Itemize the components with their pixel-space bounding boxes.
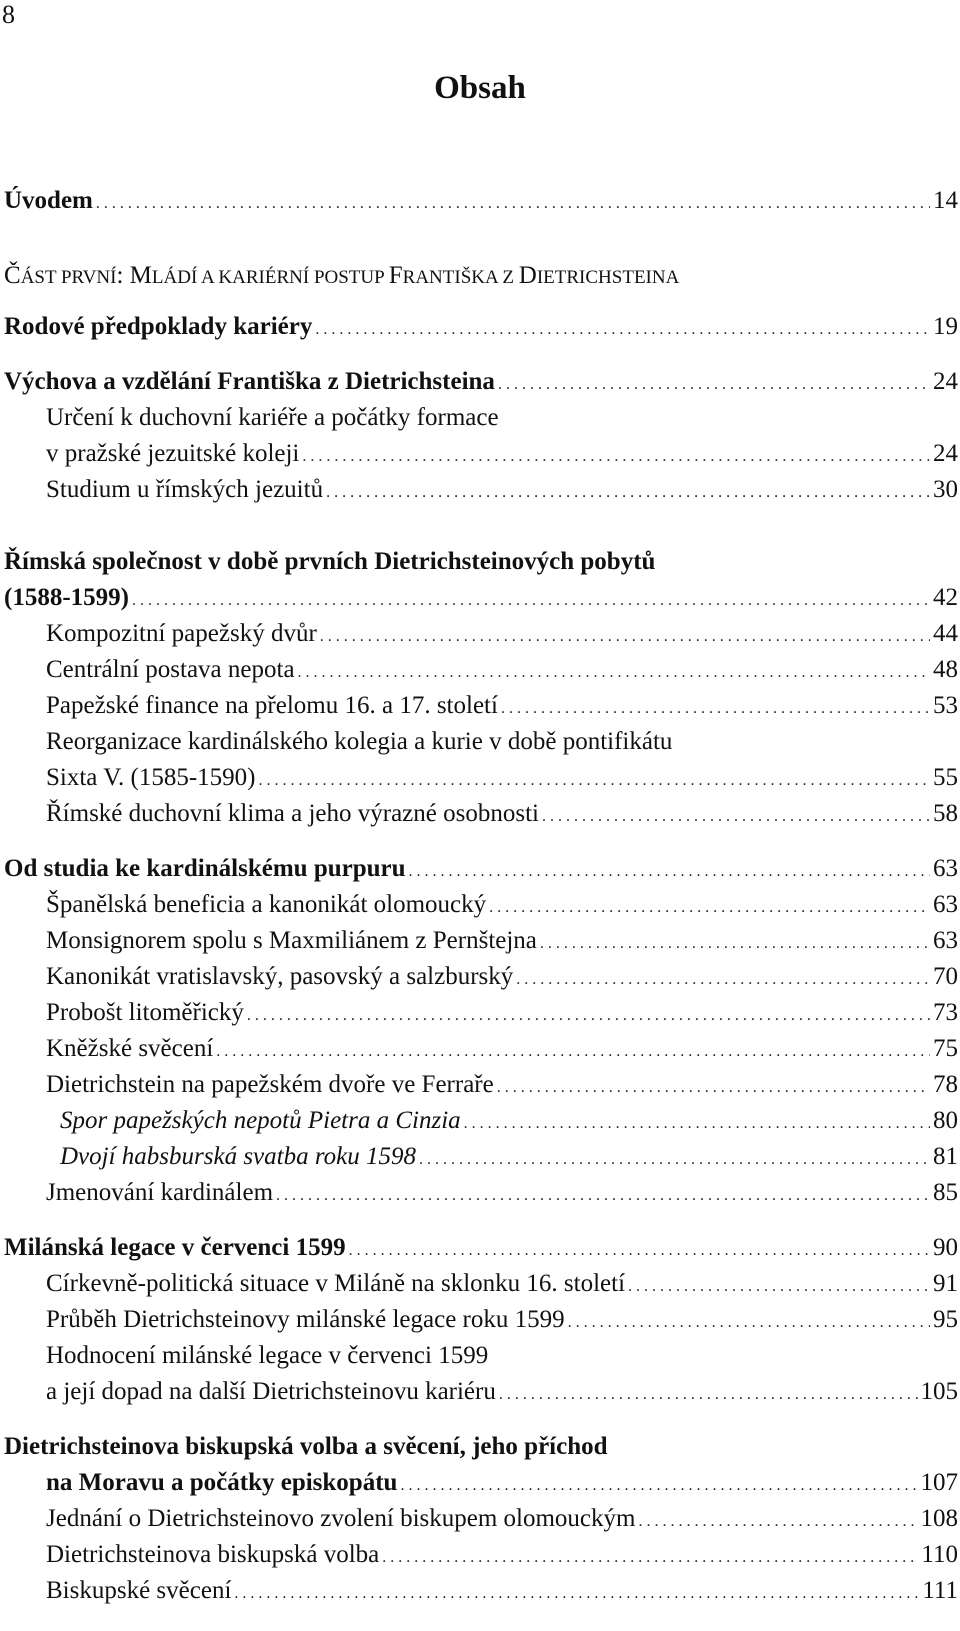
part-heading-segment: : M — [116, 262, 152, 289]
part-heading-segment: RANTIŠKA Z — [402, 267, 519, 288]
toc-entry-title: Rodové předpoklady kariéry — [4, 313, 313, 340]
dot-leader — [276, 1177, 930, 1212]
dot-leader — [326, 474, 930, 509]
dot-leader — [516, 961, 930, 996]
part-heading-segment: F — [388, 262, 403, 289]
dot-leader — [400, 1467, 917, 1502]
toc-entry[interactable] — [46, 474, 958, 509]
toc-entry-page-number: 42 — [933, 584, 958, 611]
toc-entry-page-number: 30 — [933, 476, 958, 503]
dot-leader — [498, 366, 930, 401]
dot-leader — [216, 1033, 930, 1068]
page-number: 8 — [2, 0, 15, 29]
toc-entry[interactable] — [46, 889, 958, 924]
dot-leader — [542, 798, 930, 833]
toc-entry-page-number: 58 — [933, 800, 958, 827]
toc-heading-line: Určení k duchovní kariéře a počátky formace — [46, 404, 499, 431]
dot-leader — [382, 1539, 918, 1574]
toc-entry[interactable] — [4, 366, 958, 401]
toc-entry-page-number: 111 — [922, 1577, 958, 1604]
toc-entry-page-number: 24 — [933, 368, 958, 395]
toc-entry[interactable] — [46, 997, 958, 1032]
toc-entry[interactable] — [4, 853, 958, 888]
toc-entry-page-number: 63 — [933, 855, 958, 882]
toc-entry-title: Jmenování kardinálem — [46, 1179, 274, 1206]
toc-entry[interactable] — [46, 1304, 958, 1339]
toc-entry[interactable] — [46, 1177, 958, 1212]
dot-leader — [638, 1503, 917, 1538]
toc-entry-title: Římské duchovní klima a jeho výrazné osobnosti — [46, 800, 539, 827]
part-heading-segment: ÁST PRVNÍ — [20, 267, 117, 288]
toc-entry-page-number: 63 — [933, 891, 958, 918]
part-heading-segment: Č — [4, 262, 21, 289]
toc-entry[interactable] — [4, 582, 958, 617]
toc-entry-page-number: 70 — [933, 963, 958, 990]
page-title: Obsah — [434, 70, 526, 106]
toc-entry-title: Španělská beneficia a kanonikát olomoucký — [46, 891, 487, 918]
toc-entry-page-number: 19 — [933, 313, 958, 340]
toc-entry[interactable] — [60, 1105, 958, 1140]
toc-entry-page-number: 107 — [920, 1469, 958, 1496]
toc-entry-title: Průběh Dietrichsteinovy milánské legace roku 1599 — [46, 1306, 565, 1333]
toc-entry-title: Kanonikát vratislavský, pasovský a salzburský — [46, 963, 514, 990]
toc-entry[interactable] — [60, 1141, 958, 1176]
toc-entry-page-number: 75 — [933, 1035, 958, 1062]
toc-heading-line: Dietrichsteinova biskupská volba a svěcení, jeho příchod — [4, 1433, 608, 1460]
toc-entry-title: Dietrichsteinova biskupská volba — [46, 1541, 380, 1568]
dot-leader — [409, 853, 930, 888]
toc-entry-page-number: 95 — [933, 1306, 958, 1333]
toc-entry-title: v pražské jezuitské koleji — [46, 440, 300, 467]
dot-leader — [259, 762, 931, 797]
toc-entry-title: (1588-1599) — [4, 584, 129, 611]
toc-entry-title: Probošt litoměřický — [46, 999, 244, 1026]
toc-entry-page-number: 24 — [933, 440, 958, 467]
toc-entry-page-number: 63 — [933, 927, 958, 954]
toc-entry[interactable] — [46, 1575, 958, 1610]
part-heading — [4, 260, 679, 294]
toc-heading-line: Reorganizace kardinálského kolegia a kurie v době pontifikátu — [46, 728, 673, 755]
toc-entry[interactable] — [46, 1033, 958, 1068]
toc-entry-title: Studium u římských jezuitů — [46, 476, 324, 503]
dot-leader — [298, 654, 930, 689]
toc-entry-page-number: 108 — [920, 1505, 958, 1532]
dot-leader — [540, 925, 930, 960]
part-heading-segment: LÁDÍ A KARIÉRNÍ POSTUP — [151, 267, 389, 288]
toc-entry-page-number: 44 — [933, 620, 958, 647]
part-heading-segment: D — [518, 262, 537, 289]
dot-leader — [499, 1376, 918, 1411]
toc-entry-title: Od studia ke kardinálskému purpuru — [4, 855, 406, 882]
toc-entry[interactable] — [46, 618, 958, 653]
toc-heading-line: Římská společnost v době prvních Dietrichsteinových pobytů — [4, 548, 656, 575]
toc-entry-title: Milánská legace v červenci 1599 — [4, 1234, 346, 1261]
toc-entry-title: Církevně-politická situace v Miláně na sklonku 16. století — [46, 1270, 626, 1297]
dot-leader — [464, 1105, 930, 1140]
toc-entry-page-number: 110 — [921, 1541, 958, 1568]
dot-leader — [497, 1069, 930, 1104]
dot-leader — [489, 889, 930, 924]
dot-leader — [419, 1141, 930, 1176]
toc-entry-title: Sixta V. (1585-1590) — [46, 764, 256, 791]
toc-entry[interactable] — [46, 1503, 958, 1538]
toc-entry-title: Výchova a vzdělání Františka z Dietrichsteina — [4, 368, 495, 395]
dot-leader — [302, 438, 930, 473]
toc-entry[interactable] — [4, 1232, 958, 1267]
toc-entry-page-number: 105 — [920, 1378, 958, 1405]
toc-entry-page-number: 81 — [933, 1143, 958, 1170]
dot-leader — [320, 618, 930, 653]
dot-leader — [315, 311, 930, 346]
toc-entry[interactable] — [46, 690, 958, 725]
toc-entry-title: Biskupské svěcení — [46, 1577, 232, 1604]
toc-entry-page-number: 73 — [933, 999, 958, 1026]
toc-entry[interactable] — [46, 1069, 958, 1104]
toc-entry[interactable] — [46, 654, 958, 689]
dot-leader — [247, 997, 930, 1032]
toc-entry[interactable] — [4, 311, 958, 346]
toc-entry-title: Monsignorem spolu s Maxmiliánem z Pernštejna — [46, 927, 537, 954]
toc-entry-title: Jednání o Dietrichsteinovo zvolení biskupem olomouckým — [46, 1505, 636, 1532]
toc-entry-title: Papežské finance na přelomu 16. a 17. století — [46, 692, 498, 719]
toc-entry-page-number: 53 — [933, 692, 958, 719]
toc-entry[interactable] — [46, 961, 958, 996]
toc-heading-line: Hodnocení milánské legace v červenci 1599 — [46, 1342, 489, 1369]
part-heading-segment: IETRICHSTEINA — [536, 267, 680, 288]
toc-entry-page-number: 80 — [933, 1107, 958, 1134]
toc-entry[interactable] — [46, 798, 958, 833]
toc-entry[interactable] — [46, 1268, 958, 1303]
toc-entry[interactable] — [46, 1539, 958, 1574]
dot-leader — [132, 582, 930, 617]
toc-entry-title: Úvodem — [4, 187, 93, 214]
toc-entry[interactable] — [46, 1376, 958, 1411]
toc-entry-title: Dietrichstein na papežském dvoře ve Ferraře — [46, 1071, 494, 1098]
toc-entry[interactable] — [46, 1467, 958, 1502]
toc-entry[interactable] — [46, 762, 958, 797]
toc-entry-title: Dvojí habsburská svatba roku 1598 — [60, 1143, 416, 1170]
toc-entry[interactable] — [46, 925, 958, 960]
toc-entry-page-number: 55 — [933, 764, 958, 791]
dot-leader — [501, 690, 930, 725]
toc-entry-page-number: 85 — [933, 1179, 958, 1206]
dot-leader — [234, 1575, 919, 1610]
toc-entry-title: Spor papežských nepotů Pietra a Cinzia — [60, 1107, 461, 1134]
toc-entry-title: Kněžské svěcení — [46, 1035, 214, 1062]
toc-entry[interactable] — [46, 438, 958, 473]
toc-entry-page-number: 90 — [933, 1234, 958, 1261]
toc-entry-title: Kompozitní papežský dvůr — [46, 620, 317, 647]
toc-entry-page-number: 91 — [933, 1270, 958, 1297]
toc-entry-title: Centrální postava nepota — [46, 656, 295, 683]
toc-entry-page-number: 48 — [933, 656, 958, 683]
toc-entry-title: na Moravu a počátky episkopátu — [46, 1469, 398, 1496]
toc-entry-page-number: 14 — [933, 187, 958, 214]
dot-leader — [349, 1232, 930, 1267]
dot-leader — [628, 1268, 930, 1303]
dot-leader — [96, 185, 930, 220]
toc-entry[interactable] — [4, 185, 958, 220]
toc-entry-title: a její dopad na další Dietrichsteinovu kariéru — [46, 1378, 496, 1405]
toc-entry-page-number: 78 — [933, 1071, 958, 1098]
dot-leader — [568, 1304, 930, 1339]
